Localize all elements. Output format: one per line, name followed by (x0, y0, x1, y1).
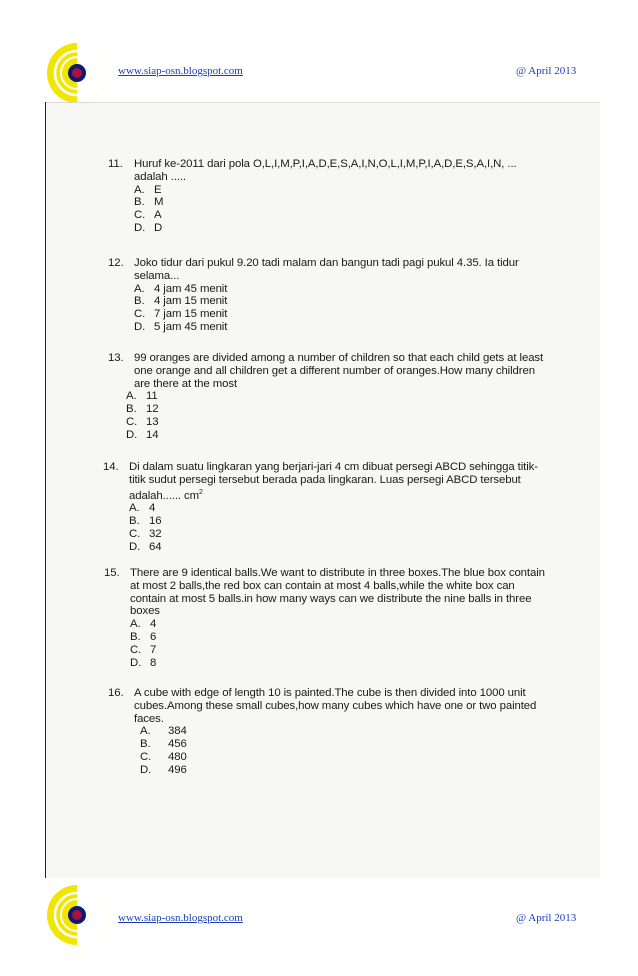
question-11 (108, 158, 552, 235)
question-16 (108, 687, 552, 777)
question-text-line: Huruf ke-2011 dari pola O,L,I,M,P,I,A,D,E,S,A,I,N,O,L,I,M,P,I,A,D,E,S,A,I,N, ... (134, 158, 517, 170)
question-text-line: one orange and all children get a different number of oranges.How many children (134, 364, 535, 377)
question-text-line: faces. (134, 712, 164, 725)
question-number: 15. (104, 567, 120, 579)
question-number: 16. (108, 687, 124, 699)
option-a: A. 4 jam 45 menit (134, 282, 228, 295)
question-text-line: cubes.Among these small cubes,how many cubes which have one or two painted (134, 699, 537, 712)
option-c: C. 7 jam 15 menit (134, 308, 228, 321)
option-a: A. 384 (140, 725, 187, 738)
osn-logo (46, 42, 108, 104)
option-b: B. 4 jam 15 menit (134, 295, 228, 308)
superscript: 2 (199, 488, 203, 496)
question-text-line: A cube with edge of length 10 is painted.The cube is then divided into 1000 unit (134, 687, 526, 699)
option-d: D. 64 (129, 540, 162, 553)
option-c: C. A (134, 209, 162, 222)
footer-date: @ April 2013 (516, 912, 577, 924)
option-a: A. 4 (129, 502, 156, 515)
option-list (126, 390, 552, 441)
option-b: B. M (134, 196, 164, 209)
option-b: B. 6 (130, 630, 157, 643)
question-text-line: Joko tidur dari pukul 9.20 tadi malam dan bangun tadi pagi pukul 4.35. Ia tidur (134, 257, 519, 269)
question-text-line: selama... (134, 269, 180, 282)
question-15 (104, 567, 548, 669)
option-d: D. 14 (126, 428, 159, 441)
option-d: D. 8 (130, 656, 157, 669)
option-b: B. 456 (140, 738, 187, 751)
footer-site-link[interactable]: www.siap-osn.blogspot.com (118, 912, 243, 924)
option-d: D. 5 jam 45 menit (134, 320, 228, 333)
question-text-line: adalah...... $cm^2$ (129, 488, 203, 502)
header-date: @ April 2013 (516, 65, 577, 77)
scan-top-edge (46, 102, 600, 103)
question-14 (103, 461, 547, 553)
question-12 (108, 257, 552, 334)
option-a: A. 4 (130, 618, 157, 631)
option-c: C. 32 (129, 527, 162, 540)
question-number: 12. (108, 257, 124, 269)
osn-logo-footer (46, 884, 108, 946)
question-text-line: boxes (130, 605, 160, 618)
option-b: B. 12 (126, 403, 159, 416)
option-b: B. 16 (129, 514, 162, 527)
option-a: A. E (134, 183, 162, 196)
option-list (129, 502, 547, 553)
question-text-line: Di dalam suatu lingkaran yang berjari-jari 4 cm dibuat persegi ABCD sehingga titik- (129, 461, 538, 473)
option-list (130, 618, 548, 669)
question-text-line: at most 2 balls,the red box can contain at most 4 balls,while the white box can (130, 579, 515, 592)
option-c: C. 13 (126, 415, 159, 428)
option-list (134, 184, 552, 235)
option-d: D. D (134, 221, 163, 234)
question-text-line: contain at most 5 balls.in how many ways can we distribute the nine balls in three (130, 592, 532, 605)
option-c: C. 480 (140, 750, 187, 763)
question-text-line: titik sudut persegi tersebut berada pada lingkaran. Luas persegi ABCD tersebut (129, 473, 521, 486)
question-number: 14. (103, 461, 119, 473)
question-13 (108, 352, 552, 442)
option-list (134, 283, 552, 334)
header-site-link[interactable]: www.siap-osn.blogspot.com (118, 65, 243, 77)
question-text-line: There are 9 identical balls.We want to distribute in three boxes.The blue box contain (130, 567, 545, 579)
option-c: C. 7 (130, 643, 157, 656)
option-d: D. 496 (140, 763, 187, 776)
scan-left-edge (45, 102, 46, 878)
question-number: 11. (108, 158, 123, 170)
option-a: A. 11 (126, 390, 158, 403)
option-list (140, 725, 552, 776)
question-text-line: are there at the most (134, 377, 238, 390)
question-number: 13. (108, 352, 124, 364)
question-text-line: adalah ..... (134, 170, 186, 183)
question-text-line: 99 oranges are divided among a number of children so that each child gets at least (134, 352, 544, 364)
